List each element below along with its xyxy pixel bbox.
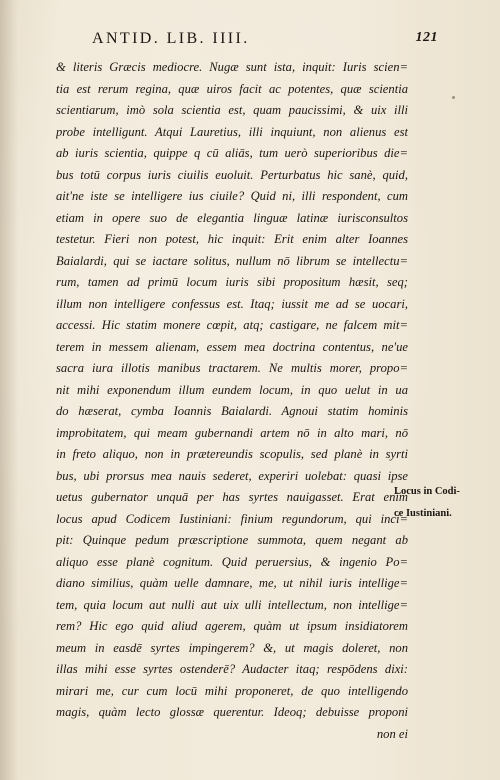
text-line: mirari me, cur cum locū mihi proponeret, de quo intelligendo xyxy=(56,683,408,698)
text-line: sacra iura illotis manibus tractarem. Ne multis morer, propo= xyxy=(56,361,408,375)
running-title: ANTID. LIB. IIII. xyxy=(92,30,250,47)
text-line: in freto aliquo, non in prætereundis scopulis, sed planè in syrti xyxy=(56,447,408,461)
text-line: do hæserat, cymba Ioannis Baialardi. Agnoui statim hominis xyxy=(56,404,408,418)
text-line: bus, ubi prorsus mea nauis sederet, experiri uolebat: quasi ipse xyxy=(56,468,408,483)
text-line: tia est rerum regina, quæ uiros facit ac potentes, quæ scientia xyxy=(56,81,408,96)
text-line: ab iuris scientia, quippe q cū aliās, tum uerò superioribus die= xyxy=(56,146,408,160)
text-line: illas mihi esse syrtes ostenderē? Audacter itaq; respōdens dixi: xyxy=(56,662,408,676)
marginal-note xyxy=(394,481,498,524)
text-line: uetus gubernator unquā per has syrtes nauigasset. Erat enim xyxy=(56,490,408,504)
main-text-block xyxy=(56,57,408,745)
paper-spot xyxy=(452,96,455,99)
text-line: magis, quàm lecto glossæ querentur. Ideoq; debuisse proponi xyxy=(56,705,408,719)
text-line: illum non intelligere confessus est. Itaq; iussit me ad se uocari, xyxy=(56,296,408,311)
text-line: ait'ne iste se intelligere ius ciuile? Quid ni, illi respondent, cum xyxy=(56,189,408,203)
text-line: diano similius, quàm uelle damnare, me, ut nihil iuris intellige= xyxy=(56,576,408,590)
text-line: accessi. Hic statim monere cœpit, atq; castigare, ne falcem mit= xyxy=(56,318,408,332)
text-line: probe intelligunt. Atqui Lauretius, illi inquiunt, non alienus est xyxy=(56,124,408,139)
text-line: aliquo esse planè cognitum. Quid peruersius, & ingenio Po= xyxy=(56,554,408,569)
text-line: tem, quia locum aut nulli aut uix ulli intellectum, non intellige= xyxy=(56,597,408,612)
text-line: locus apud Codicem Iustiniani: finium regundorum, qui inci= xyxy=(56,511,408,526)
text-line: bus totū corpus iuris ciuilis euoluit. Perturbatus hic sanè, quid, xyxy=(56,167,408,182)
text-line: pit: Quinque pedum præscriptione summota, quem negant ab xyxy=(56,533,408,547)
text-line: etiam in opere suo de elegantia linguæ latinæ iurisconsultos xyxy=(56,210,408,225)
marginal-note-line: Locus in Codi- xyxy=(394,486,460,497)
catchword: non ei xyxy=(376,726,408,741)
page-number: 121 xyxy=(415,30,438,45)
text-line: rem? Hic ego quid aliud agerem, quàm ut ipsum insidiatorem xyxy=(56,619,408,633)
text-line: Baialardi, qui se iactare solitus, nullum nō librum se intellectu= xyxy=(56,253,408,268)
text-line: scientiarum, imò sola scientia est, quam paucissimi, & uix illi xyxy=(56,103,408,117)
text-line: terem in messem alienam, essem mea doctrina contentus, ne'ue xyxy=(56,339,408,354)
text-line: testetur. Fieri non potest, hic inquit: Erit enim alter Ioannes xyxy=(56,232,408,246)
text-line: meum in easdē syrtes impingerem? &, ut magis doleret, non xyxy=(56,640,408,655)
gutter-shadow xyxy=(0,0,18,780)
marginal-note-line: ce Iustiniani. xyxy=(394,507,452,519)
text-line: & literis Græcis mediocre. Nugæ sunt ista, inquit: Iuris scien= xyxy=(56,60,408,74)
text-line: rum, tamen ad primū locum iuris sibi propositum hæsit, seq; xyxy=(56,275,408,289)
page-header xyxy=(92,30,438,50)
text-line: nit mihi exponendum illum eundem locum, in quo uelut in ua xyxy=(56,382,408,397)
text-line: improbitatem, qui meam gubernandi artem nō in alto mari, nō xyxy=(56,425,408,440)
